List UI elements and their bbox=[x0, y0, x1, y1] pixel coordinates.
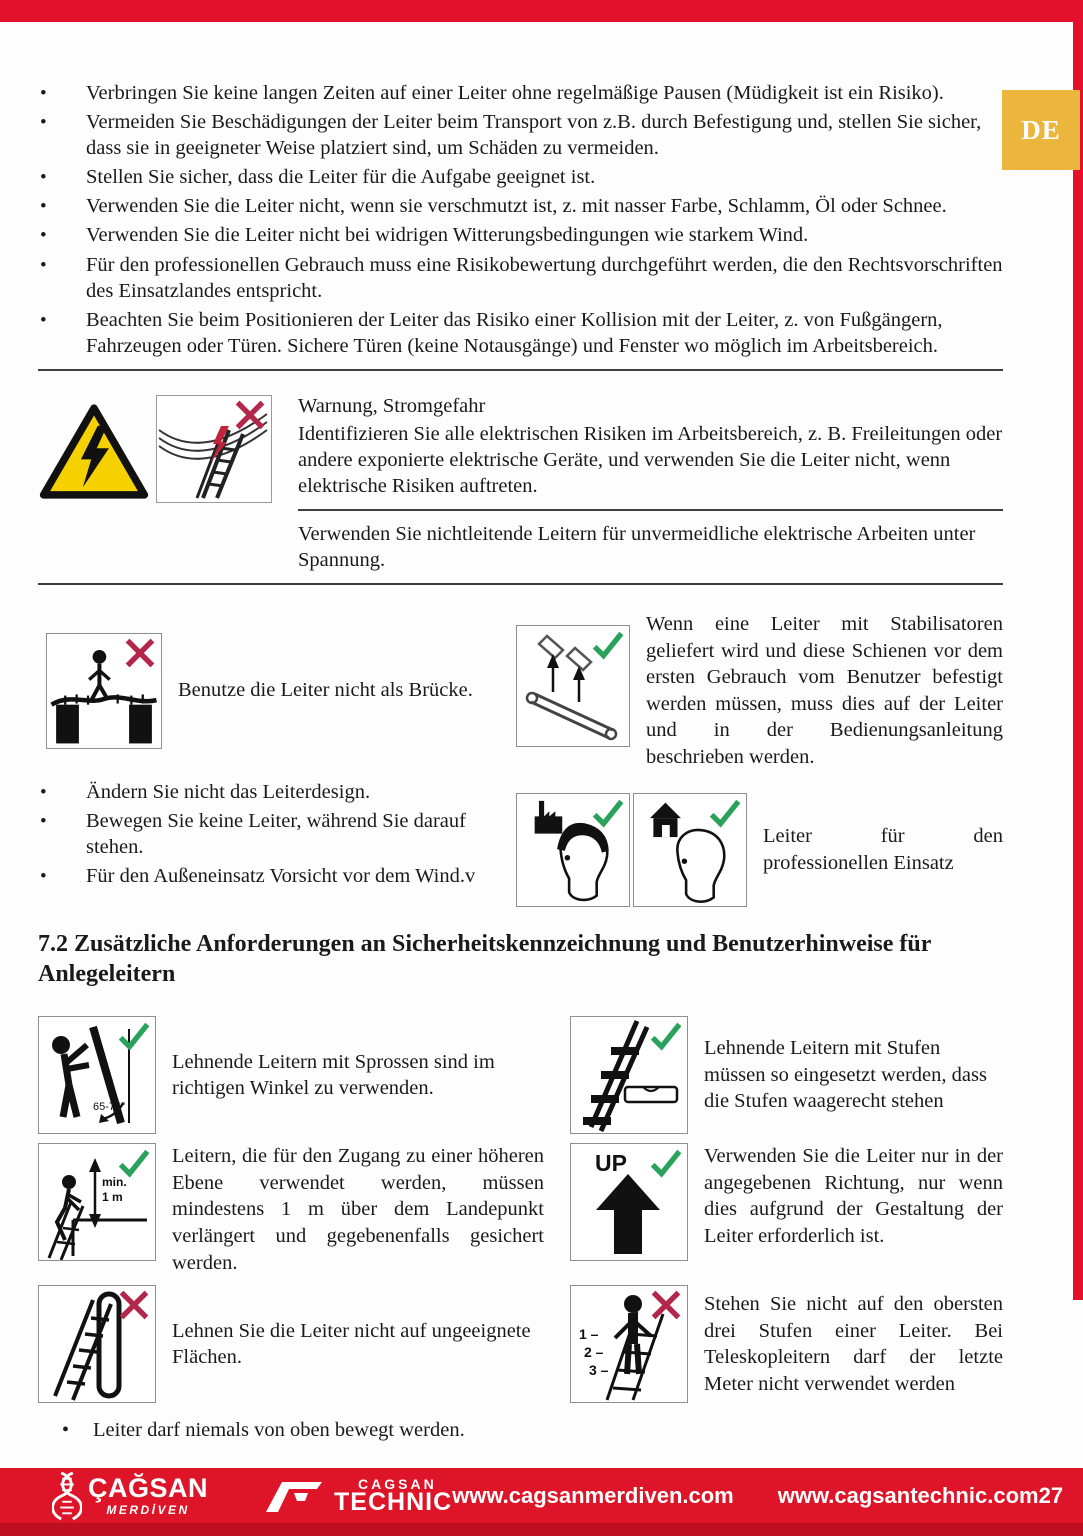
list-item bbox=[38, 307, 1003, 359]
list-item bbox=[38, 863, 516, 889]
safety-bullet-list bbox=[38, 80, 1003, 359]
bullet-text: Verwenden Sie die Leiter nicht, wenn sie verschmutzt ist, z. mit nasser Farbe, Schlamm, Öl oder Schnee. bbox=[86, 195, 947, 218]
one-m-label: 1 m bbox=[102, 1190, 123, 1205]
min-label: min. bbox=[102, 1175, 127, 1190]
list-item bbox=[38, 252, 1003, 304]
page-number: 27 bbox=[1038, 1482, 1064, 1508]
list-item bbox=[38, 808, 516, 860]
bullet-text: Vermeiden Sie Beschädigungen der Leiter beim Transport von z.B. durch Befestigung und, stellen Sie sicher, dass sie in geeigneter Weise platziert sind, um Schäden zu vermeiden. bbox=[86, 111, 982, 160]
bullet-text: Beachten Sie beim Positionieren der Leiter das Risiko einer Kollision mit der Leiter, z. von Fußgängern, Fahrzeugen oder Türen. Sichere Türen (keine Notausgänge) und Fenster wo möglich im Arbeitsbereich. bbox=[86, 308, 943, 357]
language-tab-label: DE bbox=[1021, 114, 1061, 145]
pictogram-row bbox=[38, 1014, 566, 1136]
brand-name: ÇAĞSAN bbox=[88, 1473, 209, 1503]
electrical-hazard-icon bbox=[38, 399, 150, 573]
bridge-stabilizer-row bbox=[38, 611, 1003, 771]
list-item bbox=[38, 164, 1003, 190]
pictogram-caption: Lehnende Leitern mit Stufen müssen so eingesetzt werden, dass die Stufen waagerecht stehen bbox=[704, 1037, 987, 1113]
bullet-text: Für den professionellen Gebrauch muss eine Risikobewertung durchgeführt werden, die den Rechtsvorschriften des Einsatzlandes entspricht. bbox=[86, 253, 1003, 302]
warning-body-2: Verwenden Sie nichtleitende Leitern für unvermeidliche elektrische Arbeiten unter Spannung. bbox=[298, 522, 976, 571]
cross-icon bbox=[648, 1289, 684, 1321]
check-icon bbox=[116, 1147, 152, 1179]
pictogram-row bbox=[38, 1143, 566, 1276]
cagsan-technic-logo bbox=[264, 1476, 452, 1516]
footer-bar bbox=[0, 1468, 1083, 1536]
bullet-icon bbox=[38, 109, 86, 161]
bullet-icon bbox=[38, 863, 86, 889]
section-heading: 7.2 Zusätzliche Anforderungen an Sicherheitskennzeichnung und Benutzerhinweise für Anlegeleitern bbox=[38, 930, 931, 988]
bullet-icon bbox=[38, 193, 86, 219]
divider bbox=[38, 583, 1003, 585]
brand-name-top: CAGSAN bbox=[358, 1475, 437, 1492]
right-red-border bbox=[1073, 0, 1083, 1300]
pictogram-caption: Leitern, die für den Zugang zu einer höheren Ebene verwendet werden, müssen mindestens 1 m über dem Landepunkt verlängert und gegebenenfalls gesichert werden. bbox=[172, 1145, 544, 1274]
check-icon bbox=[116, 1020, 152, 1052]
cross-icon bbox=[116, 1289, 152, 1321]
electrical-warning-section bbox=[38, 369, 1003, 585]
step1-label: 1 – bbox=[579, 1326, 599, 1343]
bullet-icon bbox=[38, 252, 86, 304]
pictogram-grid bbox=[38, 1014, 1003, 1405]
step3-label: 3 – bbox=[589, 1362, 609, 1379]
brand-name-bottom: TECHNIC bbox=[334, 1487, 453, 1516]
pictogram-caption: Stehen Sie nicht auf den obersten drei Stufen einer Leiter. Bei Teleskopleitern darf der letzte Meter nicht verwendet werden bbox=[704, 1293, 1003, 1395]
bullet-text: Leiter darf niemals von oben bewegt werden. bbox=[93, 1419, 465, 1442]
check-icon bbox=[648, 1020, 684, 1052]
mid-row bbox=[38, 779, 1003, 907]
up-direction-pictogram bbox=[570, 1143, 688, 1261]
brand-subtitle: MERDİVEN bbox=[106, 1503, 190, 1517]
domestic-use-pictogram bbox=[633, 793, 747, 907]
pictogram-caption: Verwenden Sie die Leiter nur in der angegebenen Richtung, nur wenn dies aufgrund der Gestaltung der Leiter erforderlich ist. bbox=[704, 1145, 1003, 1248]
pictogram-row bbox=[38, 1283, 566, 1405]
warning-body: Identifizieren Sie alle elektrischen Risiken im Arbeitsbereich, z. B. Freileitungen oder andere exponierte elektrische Geräte, und verwenden Sie die Leiter nicht, wenn elektrische Risiken auftreten. bbox=[298, 422, 1003, 497]
angle-label: 65-75° bbox=[93, 1101, 126, 1114]
bullet-text: Verbringen Sie keine langen Zeiten auf einer Leiter ohne regelmäßige Pausen (Müdigkeit ist ein Risiko). bbox=[86, 82, 944, 104]
stabilizer-pictogram bbox=[516, 625, 630, 747]
check-icon bbox=[590, 797, 626, 829]
check-icon bbox=[648, 1147, 684, 1179]
bullet-icon bbox=[38, 808, 86, 860]
min-1m-extension-pictogram bbox=[38, 1143, 156, 1261]
ladder-bridge-pictogram bbox=[46, 633, 162, 749]
pictogram-row bbox=[570, 1283, 1003, 1405]
bullet-text: Ändern Sie nicht das Leiterdesign. bbox=[86, 780, 371, 803]
top-red-bar bbox=[0, 0, 1083, 22]
divider bbox=[298, 509, 1003, 511]
list-item bbox=[38, 193, 1003, 219]
bullet-icon bbox=[38, 307, 86, 359]
check-icon bbox=[590, 629, 626, 661]
pictogram-caption: Lehnen Sie die Leiter nicht auf ungeeignete Flächen. bbox=[172, 1319, 531, 1369]
bullet-icon bbox=[38, 80, 86, 106]
bullet-text: Bewegen Sie keine Leiter, während Sie darauf stehen. bbox=[86, 809, 466, 858]
final-bullet-item bbox=[38, 1419, 1003, 1442]
bullet-icon bbox=[38, 1419, 93, 1442]
bullet-text: Für den Außeneinsatz Vorsicht vor dem Wind.v bbox=[86, 864, 476, 887]
mid-bullet-list bbox=[38, 779, 516, 907]
bridge-caption: Benutze die Leiter nicht als Brücke. bbox=[178, 679, 473, 702]
list-item bbox=[38, 109, 1003, 161]
bullet-icon bbox=[38, 222, 86, 248]
website-url-technic: www.cagsantechnic.com bbox=[777, 1482, 1039, 1508]
cagsan-merdiven-logo bbox=[52, 1471, 208, 1521]
cross-icon bbox=[122, 637, 158, 669]
pictogram-caption: Lehnende Leitern mit Sprossen sind im richtigen Winkel zu verwenden. bbox=[172, 1050, 495, 1100]
up-label: UP bbox=[595, 1150, 627, 1177]
list-item bbox=[38, 779, 516, 805]
top-steps-pictogram bbox=[570, 1285, 688, 1403]
website-url-merdiven: www.cagsanmerdiven.com bbox=[452, 1482, 734, 1508]
bullet-text: Stellen Sie sicher, dass die Leiter für die Aufgabe geeignet ist. bbox=[86, 166, 596, 189]
technic-emblem-icon bbox=[264, 1476, 326, 1516]
check-icon bbox=[707, 797, 743, 829]
dna-helix-icon bbox=[52, 1471, 82, 1521]
ladder-angle-pictogram bbox=[38, 1016, 156, 1134]
bullet-icon bbox=[38, 164, 86, 190]
unsuitable-surface-pictogram bbox=[38, 1285, 156, 1403]
warning-title: Warnung, Stromgefahr bbox=[298, 394, 486, 417]
bullet-icon bbox=[38, 779, 86, 805]
list-item bbox=[38, 80, 1003, 106]
professional-caption: Leiter für den professionellen Einsatz bbox=[763, 825, 1003, 874]
cross-icon bbox=[232, 399, 268, 431]
industrial-use-pictogram bbox=[516, 793, 630, 907]
page-content bbox=[0, 22, 1073, 1442]
list-item bbox=[38, 222, 1003, 248]
ladder-powerline-pictogram bbox=[156, 395, 272, 503]
ladder-steps-level-pictogram bbox=[570, 1016, 688, 1134]
pictogram-row bbox=[570, 1014, 1003, 1136]
stabilizer-text: Wenn eine Leiter mit Stabilisatoren geliefert wird und diese Schienen vor dem ersten Gebrauch vom Benutzer befestigt werden müssen, muss dies auf der Leiter und in der Bedienungsanleitung beschrieben werden. bbox=[646, 612, 1003, 769]
step2-label: 2 – bbox=[584, 1344, 604, 1361]
pictogram-row bbox=[570, 1143, 1003, 1276]
bullet-text: Verwenden Sie die Leiter nicht bei widrigen Witterungsbedingungen wie starkem Wind. bbox=[86, 224, 809, 247]
